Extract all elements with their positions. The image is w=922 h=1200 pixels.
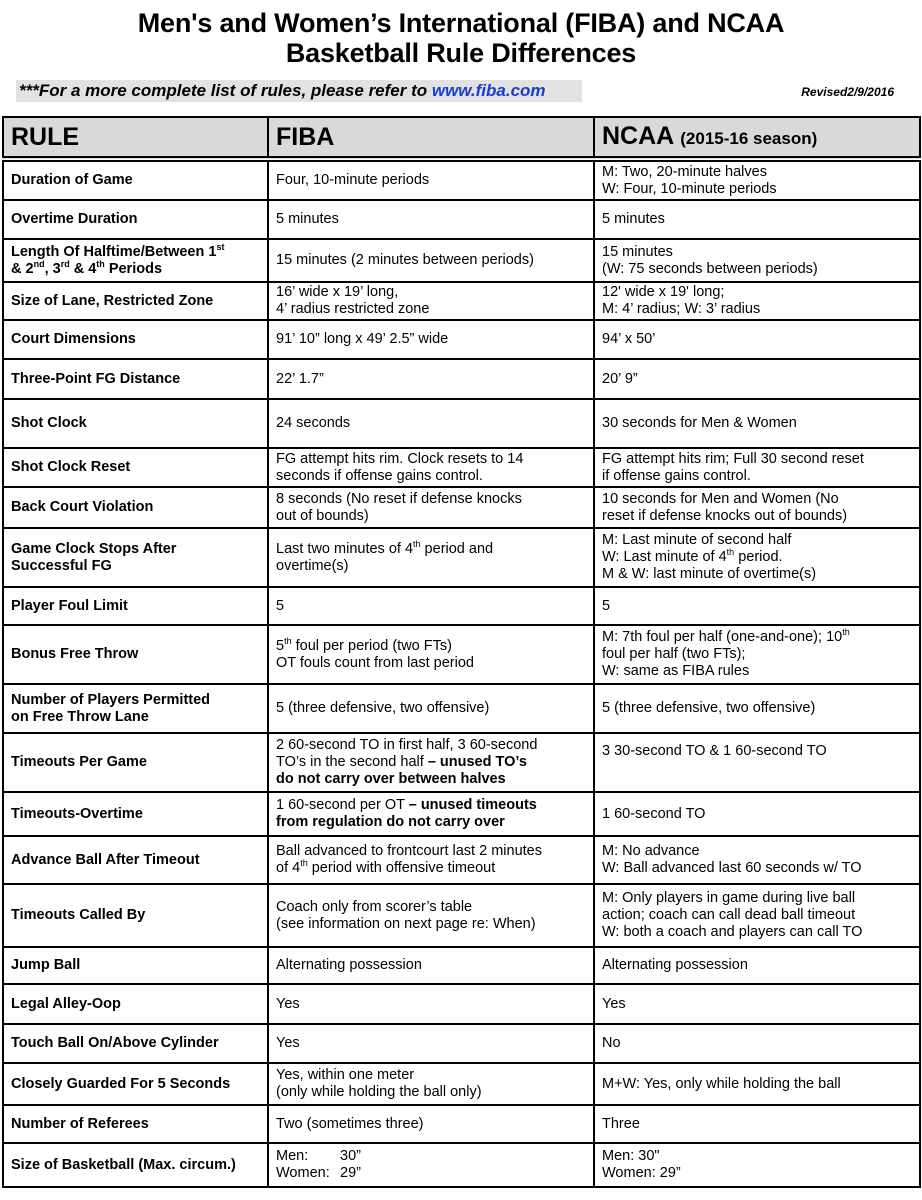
table-row: [3, 733, 920, 792]
cell-line: out of bounds): [276, 507, 369, 524]
fiba-cell: 15 minutes (2 minutes between periods): [268, 239, 594, 282]
cell-line: foul per half (two FTs);: [602, 646, 746, 662]
cell-text: 1 60-second per OT: [276, 797, 409, 813]
rule-cell: Advance Ball After Timeout: [3, 836, 268, 884]
table-row: [3, 587, 920, 625]
superscript: st: [216, 241, 225, 252]
ncaa-season: (2015-16 season): [680, 128, 818, 148]
table-row: [3, 984, 920, 1024]
cell-line: M & W: last minute of overtime(s): [602, 566, 817, 582]
rule-cell: Timeouts Per Game: [3, 733, 268, 792]
rule-text: Length Of Halftime/Between 1: [11, 243, 217, 260]
cell-text: M: 7th foul per half (one-and-one); 10: [602, 629, 843, 645]
title-line-1: Men's and Women’s International (FIBA) and NCAA: [137, 8, 785, 38]
fiba-cell: 22’ 1.7”: [268, 359, 594, 399]
fiba-cell: Two (sometimes three): [268, 1105, 594, 1143]
ncaa-cell: [594, 625, 920, 684]
cell-text: period and: [420, 540, 494, 557]
cell-line: on Free Throw Lane: [11, 708, 149, 725]
ncaa-label: NCAA: [602, 121, 674, 150]
cell-line: Successful FG: [11, 557, 112, 574]
cell-line: do not carry over between halves: [276, 771, 506, 787]
reference-note: [16, 80, 582, 102]
fiba-cell: 5 (three defensive, two offensive): [268, 684, 594, 733]
column-header-fiba: FIBA: [268, 117, 594, 159]
cell-line: FG attempt hits rim. Clock resets to 14: [276, 450, 524, 467]
cell-text: foul per period (two FTs): [291, 637, 452, 654]
superscript: th: [842, 627, 850, 638]
page-title: [0, 8, 922, 68]
cell-line: 8 seconds (No reset if defense knocks: [276, 490, 522, 507]
table-row: [3, 159, 920, 200]
fiba-cell: [268, 625, 594, 684]
fiba-cell: [268, 792, 594, 836]
rule-cell: Shot Clock Reset: [3, 448, 268, 487]
cell-text: 30”: [340, 1148, 361, 1164]
superscript: th: [413, 538, 421, 549]
cell-text-bold: – unused TO’s: [427, 754, 527, 770]
cell-line: M: 4’ radius; W: 3’ radius: [602, 301, 761, 317]
cell-line: W: Ball advanced last 60 seconds w/ TO: [602, 860, 862, 876]
cell-line: W: both a coach and players can call TO: [602, 924, 863, 940]
rule-cell: Bonus Free Throw: [3, 625, 268, 684]
cell-text: Men:: [276, 1148, 309, 1164]
cell-text: Women:: [276, 1165, 330, 1181]
cell-line: action; coach can call dead ball timeout: [602, 907, 856, 923]
rule-text: , 3: [44, 260, 61, 277]
fiba-cell: [268, 884, 594, 947]
rule-cell: Size of Lane, Restricted Zone: [3, 282, 268, 320]
cell-line: [276, 635, 586, 655]
cell-text: period with offensive timeout: [307, 860, 496, 876]
cell-line: [276, 538, 586, 558]
cell-line: M: Only players in game during live ball: [602, 890, 856, 906]
fiba-cell: [268, 448, 594, 487]
rule-text: Periods: [104, 260, 163, 277]
cell-line: W: Four, 10-minute periods: [602, 180, 777, 197]
header-row: [3, 117, 920, 159]
ncaa-cell: 5 minutes: [594, 200, 920, 239]
rule-cell: Timeouts-Overtime: [3, 792, 268, 836]
fiba-cell: [268, 487, 594, 528]
table-row: [3, 1143, 920, 1187]
cell-line: Game Clock Stops After: [11, 540, 177, 557]
rule-differences-table: [2, 116, 921, 1188]
rule-cell: Closely Guarded For 5 Seconds: [3, 1063, 268, 1105]
fiba-cell: [268, 836, 594, 884]
ncaa-cell: 20’ 9”: [594, 359, 920, 399]
superscript: th: [726, 547, 735, 558]
cell-text: 29”: [340, 1165, 361, 1181]
table-row: [3, 282, 920, 320]
cell-line: 2 60-second TO in first half, 3 60-second: [276, 737, 538, 753]
rule-cell: Duration of Game: [3, 159, 268, 200]
fiba-cell: [268, 733, 594, 792]
cell-line: overtime(s): [276, 557, 349, 574]
table-row: [3, 1105, 920, 1143]
cell-line: 4’ radius restricted zone: [276, 301, 430, 317]
ncaa-cell: 30 seconds for Men & Women: [594, 399, 920, 448]
fiba-cell: [268, 282, 594, 320]
fiba-cell: 5: [268, 587, 594, 625]
ncaa-cell: [594, 282, 920, 320]
rule-cell: [3, 239, 268, 282]
rule-cell: Three-Point FG Distance: [3, 359, 268, 399]
cell-line: (only while holding the ball only): [276, 1084, 482, 1100]
superscript: th: [284, 635, 292, 646]
cell-line: [602, 549, 912, 566]
cell-text: W: Last minute of 4: [602, 549, 727, 565]
superscript: nd: [33, 258, 45, 269]
fiba-cell: [268, 1063, 594, 1105]
cell-line: Men: 30": [602, 1148, 660, 1164]
table-row: [3, 684, 920, 733]
reference-note-text: ***For a more complete list of rules, please refer to: [19, 81, 432, 100]
cell-line: (see information on next page re: When): [276, 915, 536, 932]
table-row: [3, 1024, 920, 1063]
fiba-link[interactable]: www.fiba.com: [431, 81, 546, 100]
cell-line: reset if defense knocks out of bounds): [602, 507, 848, 524]
table-row: [3, 947, 920, 984]
ncaa-cell: 3 30-second TO & 1 60-second TO: [594, 733, 920, 792]
table-row: [3, 200, 920, 239]
cell-text: TO’s in the second half: [276, 754, 428, 770]
rule-cell: Overtime Duration: [3, 200, 268, 239]
rule-cell: Back Court Violation: [3, 487, 268, 528]
table-row: [3, 487, 920, 528]
cell-line: FG attempt hits rim; Full 30 second reset: [602, 450, 864, 467]
table-row: [3, 1063, 920, 1105]
ncaa-cell: [594, 836, 920, 884]
ncaa-cell: Three: [594, 1105, 920, 1143]
fiba-cell: [268, 1143, 594, 1187]
rule-text: & 2: [11, 260, 34, 277]
ncaa-cell: [594, 1143, 920, 1187]
revised-date: Revised2/9/2016: [801, 85, 894, 99]
superscript: rd: [60, 258, 70, 269]
cell-line: 16’ wide x 19’ long,: [276, 284, 399, 300]
cell-line: seconds if offense gains control.: [276, 467, 483, 484]
fiba-cell: 24 seconds: [268, 399, 594, 448]
fiba-cell: Yes: [268, 1024, 594, 1063]
ncaa-cell: M+W: Yes, only while holding the ball: [594, 1063, 920, 1105]
ncaa-cell: 1 60-second TO: [594, 792, 920, 836]
cell-line: from regulation do not carry over: [276, 814, 505, 830]
table-row: [3, 836, 920, 884]
table-row: [3, 320, 920, 359]
cell-line: 10 seconds for Men and Women (No: [602, 490, 839, 507]
table-row: [3, 792, 920, 836]
cell-line: 15 minutes: [602, 243, 673, 260]
title-line-2: Basketball Rule Differences: [285, 38, 637, 68]
cell-text: of 4: [276, 860, 301, 876]
fiba-cell: Alternating possession: [268, 947, 594, 984]
ncaa-cell: [594, 487, 920, 528]
ncaa-cell: [594, 239, 920, 282]
ncaa-cell: No: [594, 1024, 920, 1063]
rule-cell: Player Foul Limit: [3, 587, 268, 625]
cell-line: if offense gains control.: [602, 467, 751, 484]
rule-cell: Jump Ball: [3, 947, 268, 984]
cell-line: [276, 860, 586, 877]
cell-line: M: No advance: [602, 843, 700, 859]
rule-cell: Court Dimensions: [3, 320, 268, 359]
rule-cell: Legal Alley-Oop: [3, 984, 268, 1024]
ncaa-cell: Alternating possession: [594, 947, 920, 984]
cell-line: [276, 754, 586, 771]
ncaa-cell: 5: [594, 587, 920, 625]
superscript: th: [300, 858, 308, 869]
ncaa-cell: [594, 884, 920, 947]
cell-line: OT fouls count from last period: [276, 654, 474, 671]
ncaa-cell: 5 (three defensive, two offensive): [594, 684, 920, 733]
table-row: [3, 359, 920, 399]
cell-text: 5: [276, 637, 285, 654]
cell-text: Last two minutes of 4: [276, 540, 414, 557]
table-row: [3, 239, 920, 282]
cell-line: M: Last minute of second half: [602, 532, 792, 548]
rule-cell: Shot Clock: [3, 399, 268, 448]
cell-text-bold: – unused timeouts: [408, 797, 537, 813]
ncaa-cell: Yes: [594, 984, 920, 1024]
table-row: [3, 528, 920, 587]
fiba-cell: 91’ 10” long x 49’ 2.5” wide: [268, 320, 594, 359]
cell-line: [276, 797, 586, 814]
ncaa-cell: 94’ x 50’: [594, 320, 920, 359]
cell-line: Ball advanced to frontcourt last 2 minutes: [276, 843, 542, 859]
ncaa-cell: [594, 528, 920, 587]
rule-cell: Size of Basketball (Max. circum.): [3, 1143, 268, 1187]
rule-cell: [3, 528, 268, 587]
fiba-cell: Four, 10-minute periods: [268, 159, 594, 200]
table-row: [3, 448, 920, 487]
fiba-cell: Yes: [268, 984, 594, 1024]
fiba-cell: 5 minutes: [268, 200, 594, 239]
rule-cell: Timeouts Called By: [3, 884, 268, 947]
ncaa-cell: [594, 448, 920, 487]
cell-line: M: Two, 20-minute halves: [602, 163, 767, 180]
cell-line: [602, 629, 912, 646]
ncaa-cell: [594, 159, 920, 200]
cell-line: Women: 29”: [602, 1165, 681, 1181]
column-header-ncaa: [594, 117, 920, 159]
table-row: [3, 625, 920, 684]
cell-line: Yes, within one meter: [276, 1067, 415, 1083]
superscript: th: [96, 258, 105, 269]
cell-line: 12' wide x 19' long;: [602, 284, 725, 300]
fiba-cell: [268, 528, 594, 587]
cell-line: W: same as FIBA rules: [602, 663, 750, 679]
rule-text: & 4: [69, 260, 97, 277]
rule-cell: Touch Ball On/Above Cylinder: [3, 1024, 268, 1063]
table-row: [3, 399, 920, 448]
cell-line: [276, 1148, 586, 1165]
cell-line: Number of Players Permitted: [11, 691, 211, 708]
cell-line: (W: 75 seconds between periods): [602, 260, 818, 277]
column-header-rule: RULE: [3, 117, 268, 159]
cell-line: [276, 1165, 586, 1182]
table-row: [3, 884, 920, 947]
cell-line: Coach only from scorer’s table: [276, 898, 473, 915]
cell-text: period.: [734, 549, 783, 565]
rule-cell: [3, 684, 268, 733]
rule-cell: Number of Referees: [3, 1105, 268, 1143]
